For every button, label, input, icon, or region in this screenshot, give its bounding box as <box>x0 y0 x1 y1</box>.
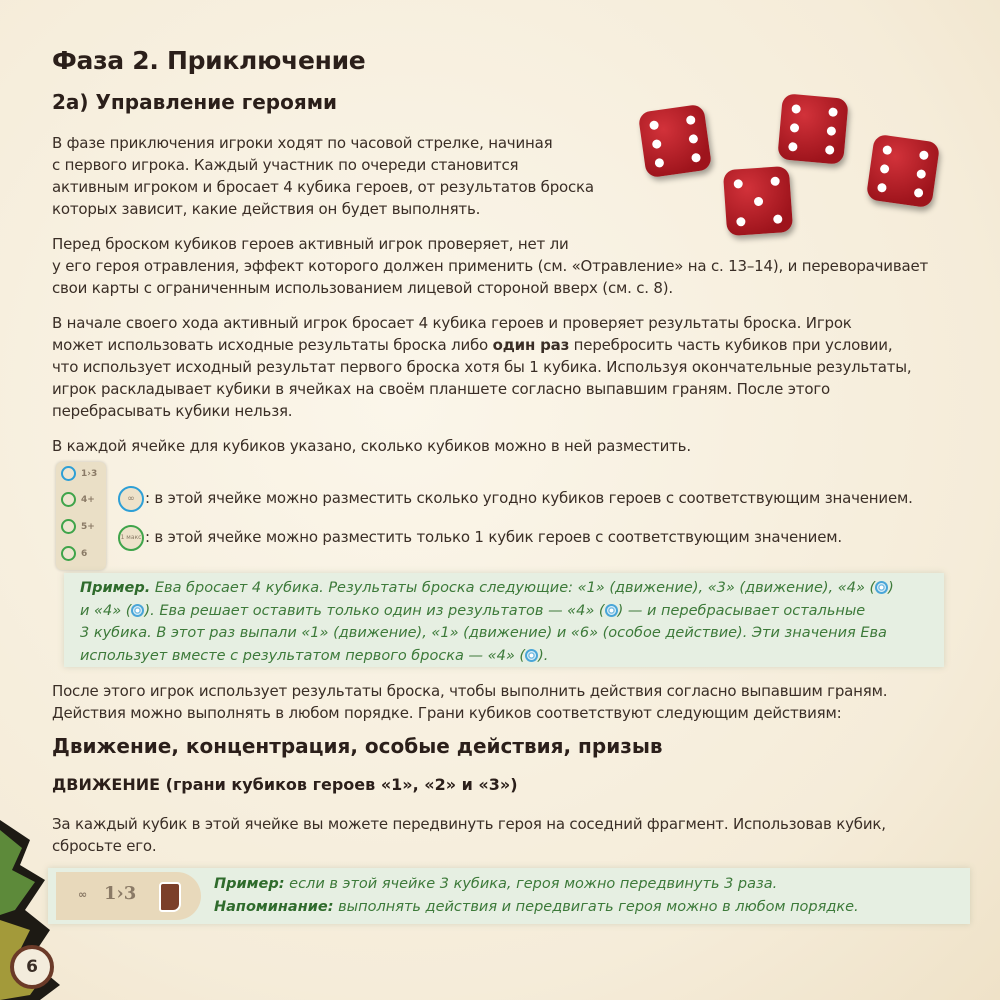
dice-cell <box>61 519 103 539</box>
intro-paragraph <box>52 132 594 220</box>
text-line: После этого игрок использует результаты броска, чтобы выполнить действия согласно выпавшим граням. <box>52 682 888 700</box>
text-segment: может использовать исходные результаты броска либо <box>52 336 493 354</box>
text-segment: ) <box>888 580 894 596</box>
roll-paragraph <box>52 312 911 422</box>
page-title: Фаза 2. Приключение <box>52 46 366 75</box>
text-segment: ). <box>538 647 549 664</box>
movement-heading: ДВИЖЕНИЕ (грани кубиков героев «1», «2» и «3») <box>52 775 518 794</box>
actions-paragraph <box>52 680 887 724</box>
poison-paragraph <box>52 233 928 299</box>
section-heading: Движение, концентрация, особые действия, призыв <box>52 734 663 758</box>
text-line: что использует исходный результат первого броска хотя бы 1 кубика. Используя окончательные результаты, <box>52 358 912 376</box>
text-segment: ) — и перебрасывает остальные <box>617 602 866 619</box>
text-segment: выполнять действия и передвигать героя можно в любом порядке. <box>333 898 859 915</box>
example-box <box>64 573 944 667</box>
example-label: Пример: <box>214 876 285 892</box>
dice-illustration <box>630 90 960 240</box>
legend-single-text: : в этой ячейке можно разместить только 1 кубик героев с соответствующим значением. <box>145 528 842 546</box>
example-text <box>214 873 859 918</box>
example-label: Пример. <box>80 580 151 596</box>
text-line: 3 кубика. В этот раз выпали «1» (движение), «1» (движение) и «6» (особое действие). Эти значения Ева <box>80 625 887 641</box>
single-icon <box>61 546 76 561</box>
cell-value: 1›3 <box>81 469 98 479</box>
text-line: В фазе приключения игроки ходят по часовой стрелке, начиная <box>52 134 553 152</box>
reminder-label: Напоминание: <box>214 898 334 915</box>
text-line: игрок раскладывает кубики в ячейках на своём планшете согласно выпавшим граням. После этого <box>52 380 830 398</box>
unlimited-icon <box>61 466 76 481</box>
unlimited-icon: ∞ <box>118 486 144 512</box>
dice-cells-panel <box>56 462 106 570</box>
dice-cell <box>61 492 103 512</box>
cells-paragraph: В каждой ячейке для кубиков указано, сколько кубиков можно в ней разместить. <box>52 437 691 455</box>
text-line: с первого игрока. Каждый участник по очереди становится <box>52 156 519 174</box>
text-line: Действия можно выполнять в любом порядке. Грани кубиков соответствуют следующим действиям: <box>52 704 842 722</box>
cell-value: 5+ <box>81 522 95 532</box>
concentration-icon <box>525 649 538 662</box>
section-subtitle: 2а) Управление героями <box>52 90 338 114</box>
single-max-icon: 1 макс <box>118 525 144 551</box>
dice-cell <box>61 466 103 486</box>
die-icon <box>777 93 849 165</box>
text-line: перебрасывать кубики нельзя. <box>52 402 293 420</box>
text-line: свои карты с ограниченным использованием лицевой стороной вверх (см. с. 8). <box>52 279 673 297</box>
die-icon <box>723 166 793 236</box>
text-segment: использует вместе с результатом первого броска — «4» ( <box>80 647 526 664</box>
text-segment: если в этой ячейке 3 кубика, героя можно передвинуть 3 раза. <box>284 876 778 892</box>
movement-example-box <box>48 868 970 924</box>
emphasis-text: один раз <box>492 336 570 354</box>
text-line <box>80 577 944 600</box>
movement-paragraph <box>52 813 886 857</box>
concentration-icon <box>605 604 618 617</box>
text-segment: перебросить часть кубиков при условии, <box>569 336 893 354</box>
die-icon <box>866 134 941 209</box>
text-segment: Ева бросает 4 кубика. Результаты броска следующие: «1» (движение), «3» (движение), «4» ( <box>150 580 876 596</box>
text-line <box>80 645 944 668</box>
movement-cell <box>56 872 201 920</box>
die-icon <box>638 104 713 179</box>
page-number: 6 <box>10 945 54 989</box>
text-line: В начале своего хода активный игрок бросает 4 кубика героев и проверяет результаты броска. Игрок <box>52 314 852 332</box>
text-line: За каждый кубик в этой ячейке вы можете передвинуть героя на соседний фрагмент. Использовав кубик, <box>52 815 886 833</box>
cell-value: 4+ <box>81 495 95 505</box>
legend-unlimited-text: : в этой ячейке можно разместить сколько угодно кубиков героев с соответствующим значением. <box>145 489 913 507</box>
text-line: сбросьте его. <box>52 837 157 855</box>
concentration-icon <box>875 581 888 594</box>
text-line: активным игроком и бросает 4 кубика героев, от результатов броска <box>52 178 594 196</box>
cell-value: 6 <box>81 549 88 559</box>
text-line: у его героя отравления, эффект которого должен применить (см. «Отравление» на с. 13–14), и переворачивает <box>52 257 929 275</box>
text-line <box>52 334 911 356</box>
text-line: которых зависит, какие действия он будет выполнять. <box>52 200 481 218</box>
text-segment: ). Ева решает оставить только один из результатов — «4» ( <box>144 602 605 619</box>
cell-value: 1›3 <box>104 883 137 904</box>
dice-cell <box>61 546 103 566</box>
text-segment: и «4» ( <box>80 602 132 619</box>
text-line: Перед броском кубиков героев активный игрок проверяет, нет ли <box>52 235 569 253</box>
text-line <box>80 600 944 623</box>
boot-icon <box>159 882 181 912</box>
concentration-icon <box>131 604 144 617</box>
single-icon <box>61 492 76 507</box>
unlimited-icon: ∞ <box>78 888 88 901</box>
single-icon <box>61 519 76 534</box>
